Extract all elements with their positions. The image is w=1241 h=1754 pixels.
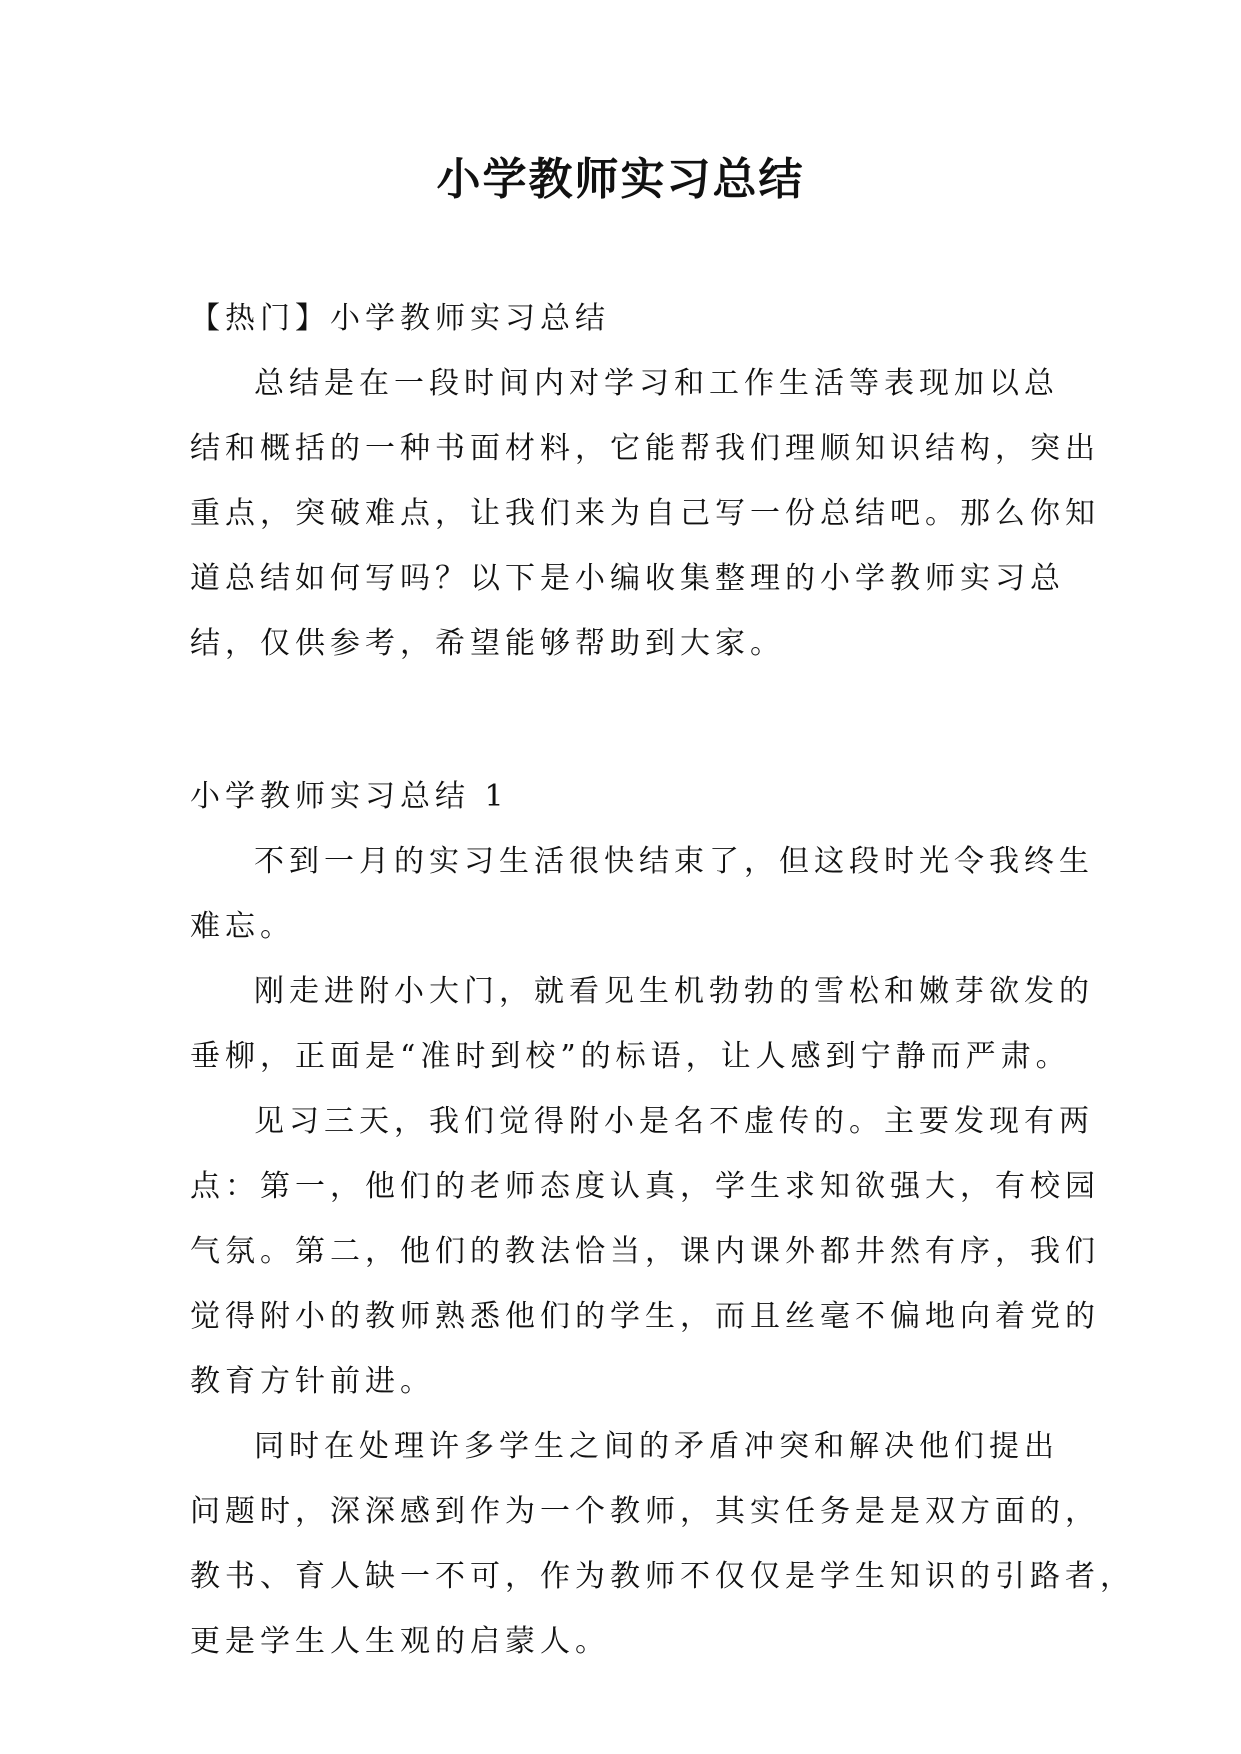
- paragraph-line: 教书、育人缺一不可，作为教师不仅仅是学生知识的引路者，: [190, 1559, 1135, 1594]
- intro-line: 结和概括的一种书面材料，它能帮我们理顺知识结构，突出: [190, 431, 1100, 466]
- document-title: 小学教师实习总结: [436, 154, 805, 205]
- paragraph-line: 气氛。第二，他们的教法恰当，课内课外都井然有序，我们: [190, 1234, 1100, 1269]
- paragraph-line: 更是学生人生观的启蒙人。: [190, 1624, 610, 1659]
- subtitle-line: 【热门】小学教师实习总结: [190, 301, 610, 336]
- intro-line: 道总结如何写吗？以下是小编收集整理的小学教师实习总: [190, 561, 1065, 596]
- paragraph-line: 垂柳，正面是“准时到校”的标语，让人感到宁静而严肃。: [190, 1039, 1071, 1074]
- paragraph-line: 不到一月的实习生活很快结束了，但这段时光令我终生: [254, 844, 1094, 879]
- intro-line: 重点，突破难点，让我们来为自己写一份总结吧。那么你知: [190, 496, 1100, 531]
- section-block: [190, 764, 1135, 1674]
- paragraph-line: 觉得附小的教师熟悉他们的学生，而且丝毫不偏地向着党的: [190, 1299, 1100, 1334]
- paragraph-line: 点：第一，他们的老师态度认真，学生求知欲强大，有校园: [190, 1169, 1100, 1204]
- intro-line: 总结是在一段时间内对学习和工作生活等表现加以总: [254, 366, 1059, 401]
- paragraph-line: 同时在处理许多学生之间的矛盾冲突和解决他们提出: [254, 1429, 1059, 1464]
- intro-block: [190, 286, 1100, 676]
- paragraph-line: 刚走进附小大门，就看见生机勃勃的雪松和嫩芽欲发的: [254, 974, 1094, 1009]
- section-heading: 小学教师实习总结 1: [190, 779, 509, 814]
- paragraph-line: 问题时，深深感到作为一个教师，其实任务是是双方面的，: [190, 1494, 1100, 1529]
- paragraph-line: 教育方针前进。: [190, 1364, 435, 1399]
- paragraph-line: 难忘。: [190, 909, 295, 944]
- intro-line: 结，仅供参考，希望能够帮助到大家。: [190, 626, 785, 661]
- paragraph-line: 见习三天，我们觉得附小是名不虚传的。主要发现有两: [254, 1104, 1094, 1139]
